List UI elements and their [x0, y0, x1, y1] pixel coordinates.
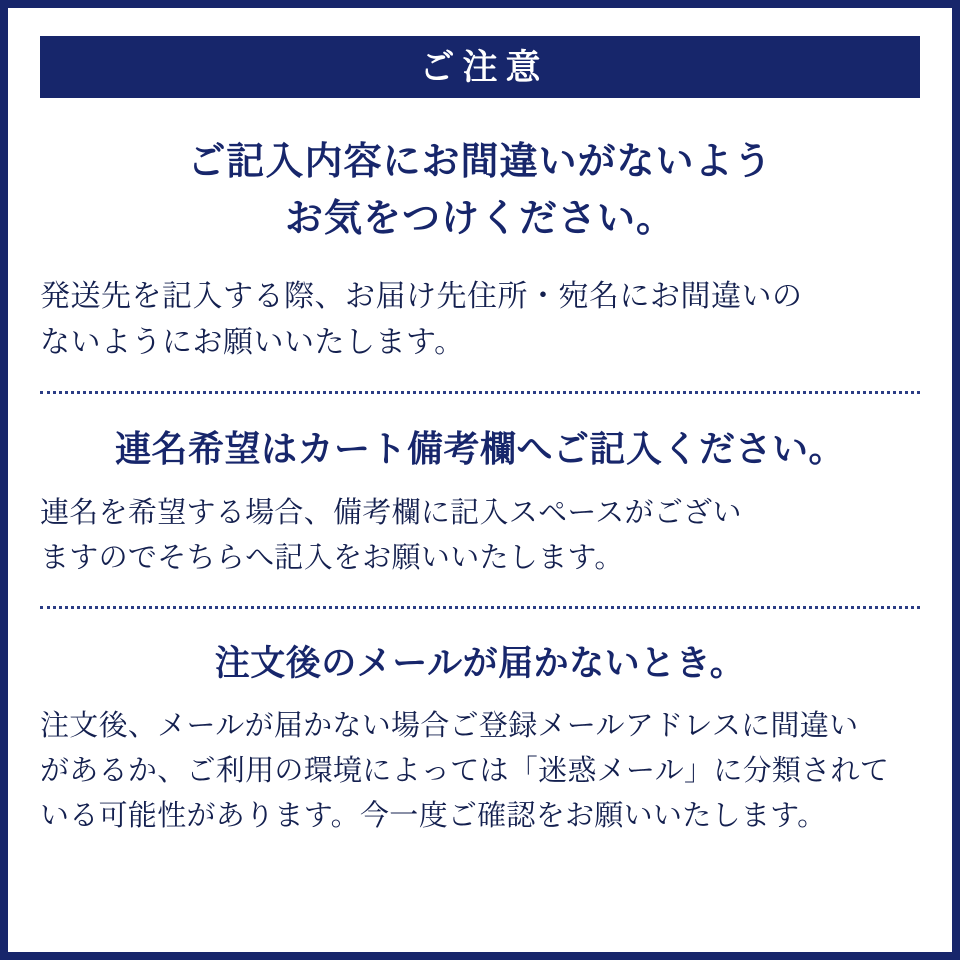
- section-1-body-line-2: ますのでそちらへ記入をお願いいたします。: [40, 541, 624, 574]
- headline: [40, 134, 920, 248]
- section-2-body-line-1: 注文後、メールが届かない場合ご登録メールアドレスに間違い: [40, 710, 859, 743]
- section-2-body-line-2: があるか、ご利用の環境によっては「迷惑メール」に分類されて: [40, 755, 890, 788]
- divider-1: [40, 391, 920, 394]
- notice-content: [8, 8, 952, 952]
- notice-header-bar: [40, 36, 920, 98]
- divider-2: [40, 606, 920, 609]
- section-1-title: 連名希望はカート備考欄へご記入ください。: [114, 428, 845, 470]
- section-joint-name: [40, 424, 920, 580]
- intro-paragraph: [40, 274, 920, 365]
- section-2-body-line-3: いる可能性があります。今一度ご確認をお願いいたします。: [40, 800, 827, 833]
- headline-line-2: お気をつけください。: [284, 198, 675, 240]
- intro-line-1: 発送先を記入する際、お届け先住所・宛名にお間違いの: [40, 280, 803, 313]
- page-title: ご注意: [419, 47, 549, 87]
- section-mail-not-received: [40, 639, 920, 839]
- headline-line-1: ご記入内容にお間違いがないよう: [187, 141, 773, 183]
- section-1-body: [40, 491, 920, 581]
- section-1-body-line-1: 連名を希望する場合、備考欄に記入スペースがござい: [40, 496, 742, 529]
- intro-line-2: ないようにお願いいたします。: [40, 325, 465, 359]
- section-2-body: [40, 704, 920, 839]
- section-2-title: 注文後のメールが届かないとき。: [214, 644, 746, 684]
